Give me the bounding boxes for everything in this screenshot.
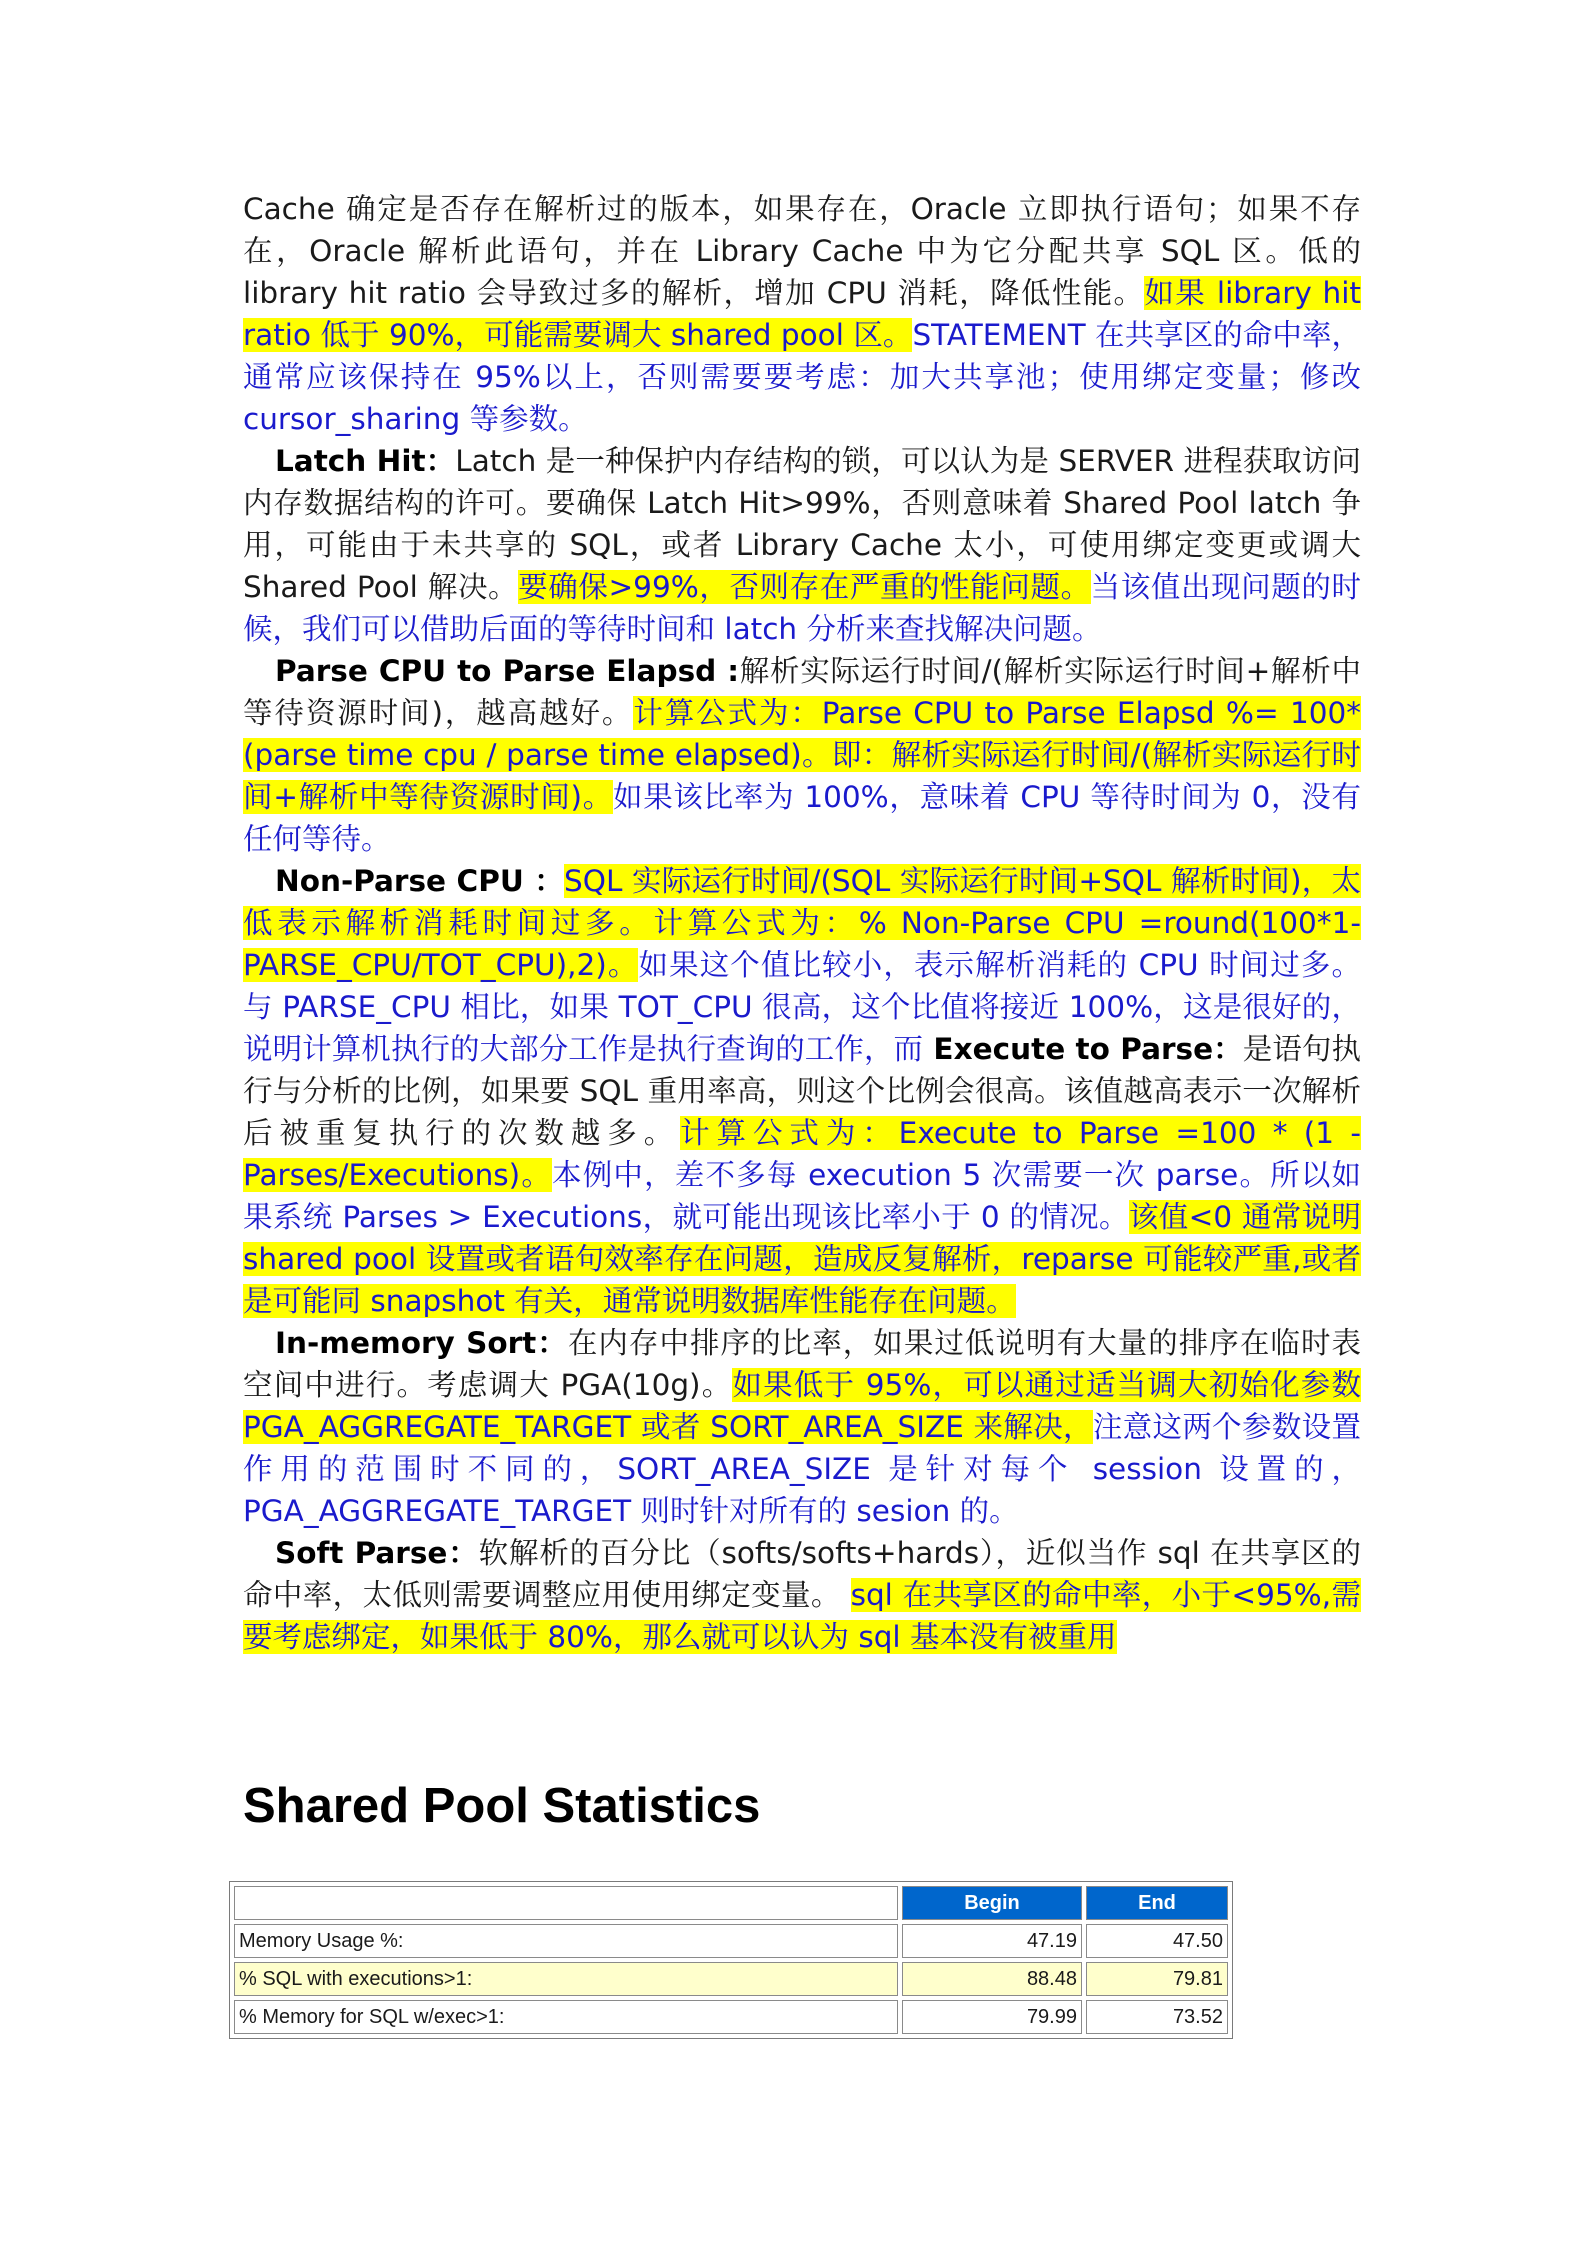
highlighted-text: SQL 实际运行时间/(SQL 实际运行时间+SQL 解析时间)，太低表示解析消耗时间过多。计算公式为：% Non-Parse CPU =round(100*1-PARSE_CPU/TOT_CPU),2)。 [243,864,1361,982]
row-end: 47.50 [1086,1924,1228,1958]
highlighted-text: 计算公式为：Execute to Parse =100 * (1 - Parses/Executions)。 [243,1116,1361,1192]
highlighted-text: 要确保>99%，否则存在严重的性能问题。 [518,570,1091,604]
document-body [243,188,1361,1658]
section-title: Shared Pool Statistics [243,1779,761,1833]
row-begin: 79.99 [902,2000,1082,2034]
highlighted-text: 如果低于 95%，可以通过适当调大初始化参数 PGA_AGGREGATE_TARGET 或者 SORT_AREA_SIZE 来解决， [243,1368,1361,1444]
text-run: 在内存中排序的比率，如果过低说明有大量的排序在临时表空间中进行。考虑调大 PGA(10g)。 [243,1326,1361,1402]
row-begin: 88.48 [902,1962,1082,1996]
text-run: STATEMENT 在共享区的命中率，通常应该保持在 95%以上，否则需要要考虑：加大共享池；使用绑定变量；修改 cursor_sharing 等参数。 [243,318,1361,436]
shared-pool-stats-table [229,1881,1233,2039]
row-label: Memory Usage %: [234,1924,898,1958]
header-begin: Begin [902,1886,1082,1920]
text-flow [243,188,1361,1658]
text-run: Latch 是一种保护内存结构的锁，可以认为是 SERVER 进程获取访问内存数据结构的许可。要确保 Latch Hit>99%，否则意味着 Shared Pool latch 争用，可能由于未共享的 SQL，或者 Library Cache 太小，可使用绑定变更或调大 Shared Pool 解决。 [243,444,1361,604]
term-label: Parse CPU to Parse Elapsd : [275,654,740,688]
text-run: 本例中，差不多每 execution 5 次需要一次 parse。所以如果系统 Parses > Executions，就可能出现该比率小于 0 的情况。 [243,1158,1362,1234]
text-run: 如果这个值比较小，表示解析消耗的 CPU 时间过多。与 PARSE_CPU 相比，如果 TOT_CPU 很高，这个比值将接近 100%，这是很好的，说明计算机执行的大部分工作是执行查询的工作，而 [243,948,1361,1066]
term-label: In-memory Sort： [275,1326,568,1360]
term-label: Soft Parse： [275,1536,479,1570]
text-run: 是语句执行与分析的比例，如果要 SQL 重用率高，则这个比例会很高。该值越高表示一次解析后被重复执行的次数越多。 [243,1032,1361,1150]
paragraph-non-parse-cpu [243,860,1361,1322]
paragraph-in-memory-sort [243,1322,1361,1532]
highlighted-text: 如果 library hit ratio 低于 90%，可能需要调大 shared pool 区。 [243,276,1361,352]
header-blank [234,1886,898,1920]
highlighted-text: 该值<0 通常说明 shared pool 设置或者语句效率存在问题，造成反复解析，reparse 可能较严重,或者是可能同 snapshot 有关，通常说明数据库性能存在问题。 [243,1200,1361,1318]
text-run: 当该值出现问题的时候，我们可以借助后面的等待时间和 latch 分析来查找解决问题。 [243,570,1361,646]
paragraph-latch-hit [243,440,1361,650]
highlighted-text: sql 在共享区的命中率，小于<95%,需要考虑绑定，如果低于 80%，那么就可以认为 sql 基本没有被重用 [243,1578,1361,1654]
row-label: % SQL with executions>1: [234,1962,898,1996]
text-run: 软解析的百分比（softs/softs+hards），近似当作 sql 在共享区的命中率，太低则需要调整应用使用绑定变量。 [243,1536,1361,1612]
table-row [234,1924,1228,1958]
row-end: 79.81 [1086,1962,1228,1996]
row-begin: 47.19 [902,1924,1082,1958]
text-run: 注意这两个参数设置作用的范围时不同的，SORT_AREA_SIZE 是针对每个 session 设置的，PGA_AGGREGATE_TARGET 则时针对所有的 sesion 的。 [243,1410,1361,1528]
term-label: Non-Parse CPU ： [275,864,565,898]
paragraph-soft-parse [243,1532,1361,1658]
text-run: 如果该比率为 100%，意味着 CPU 等待时间为 0，没有任何等待。 [243,780,1361,856]
row-end: 73.52 [1086,2000,1228,2034]
paragraph-parse-cpu [243,650,1361,860]
row-label: % Memory for SQL w/exec>1: [234,2000,898,2034]
table-header-row [234,1886,1228,1920]
text-run: 解析实际运行时间/(解析实际运行时间+解析中等待资源时间)，越高越好。 [243,654,1361,730]
term-label: Latch Hit： [275,444,456,478]
highlighted-text: 计算公式为：Parse CPU to Parse Elapsd %= 100*(parse time cpu / parse time elapsed)。即：解析实际运行时间/(解析实际运行时间+解析中等待资源时间)。 [243,696,1361,814]
header-end: End [1086,1886,1228,1920]
paragraph-library-cache [243,188,1361,440]
term-label: Execute to Parse： [923,1032,1243,1066]
text-run: Cache 确定是否存在解析过的版本，如果存在，Oracle 立即执行语句；如果不存在，Oracle 解析此语句，并在 Library Cache 中为它分配共享 SQL 区。低的 library hit ratio 会导致过多的解析，增加 CPU 消耗，降低性能。 [243,192,1361,310]
table-row [234,2000,1228,2034]
table-row [234,1962,1228,1996]
